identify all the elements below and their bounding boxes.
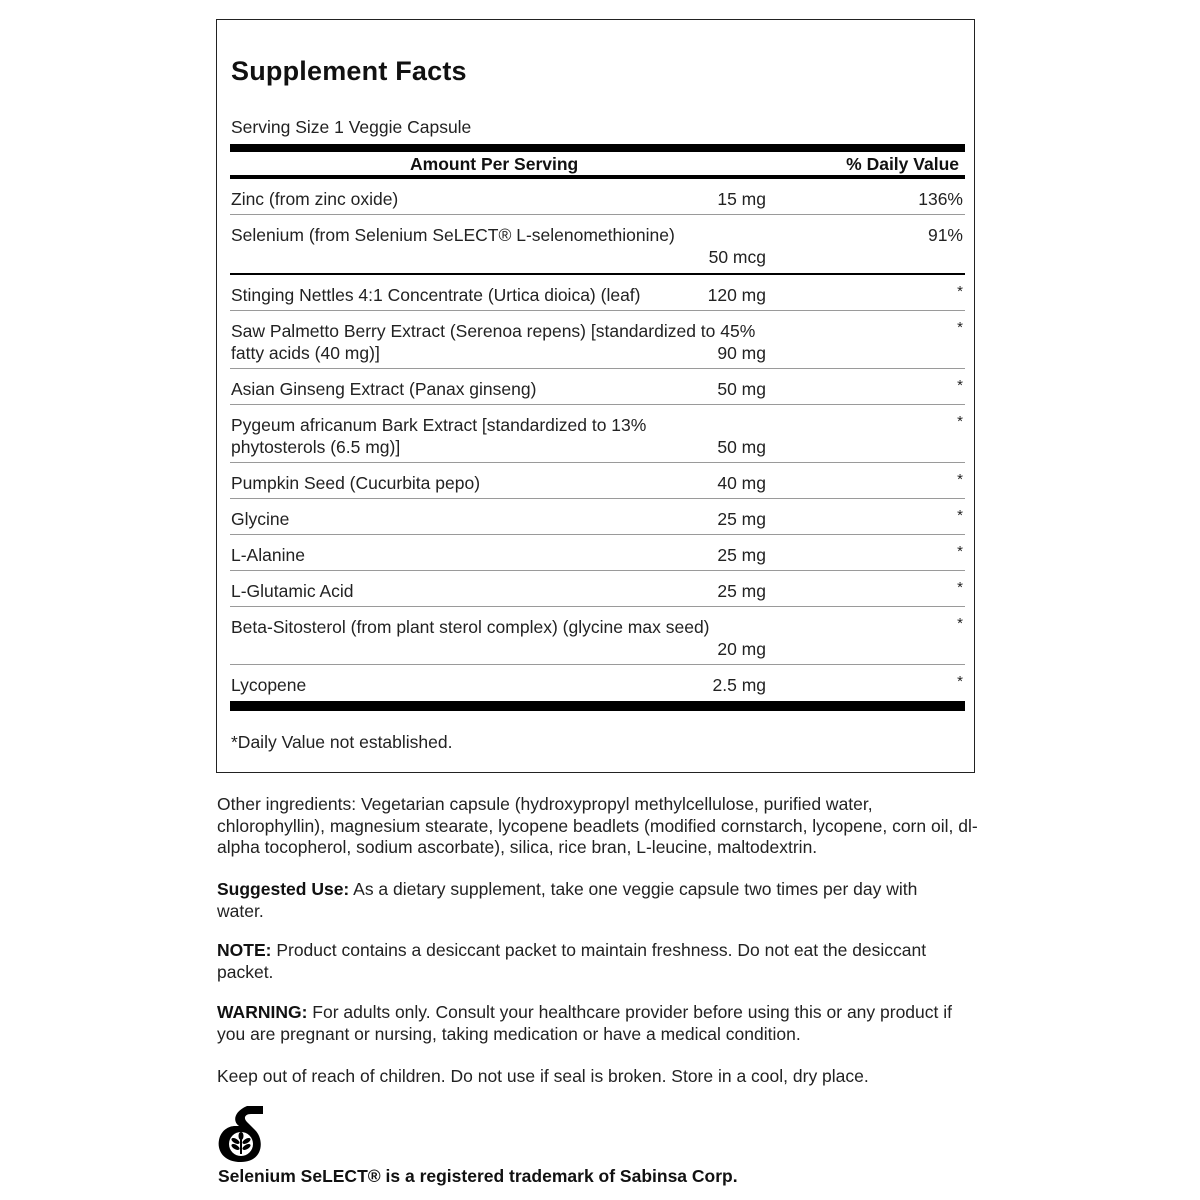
ingredient-name: L-Alanine: [231, 545, 305, 565]
ingredient-daily-value: *: [957, 283, 963, 300]
suggested-use-label: Suggested Use:: [217, 879, 350, 899]
daily-value-footnote: *Daily Value not established.: [231, 732, 453, 752]
ingredient-amount: 40 mg: [717, 473, 766, 493]
ingredient-row: [230, 499, 965, 535]
ingredient-daily-value: *: [957, 377, 963, 394]
ingredient-row: [230, 665, 965, 701]
nutrient-name: Selenium (from Selenium SeLECT® L-selenomethionine): [231, 225, 675, 245]
ingredient-name: Saw Palmetto Berry Extract (Serenoa repens) [standardized to 45% fatty acids (40 mg)]: [231, 321, 756, 363]
selenium-select-leaf-logo-icon: [217, 1104, 265, 1164]
facts-table: [230, 144, 965, 711]
nutrient-row: [230, 179, 965, 215]
ingredient-row: [230, 571, 965, 607]
ingredient-row: [230, 607, 965, 665]
note: [217, 940, 927, 983]
ingredient-row: [230, 369, 965, 405]
storage-instructions: Keep out of reach of children. Do not use if seal is broken. Store in a cool, dry place.: [217, 1066, 869, 1086]
ingredient-daily-value: *: [957, 579, 963, 596]
suggested-use-text: As a dietary supplement, take one veggie capsule two times per day with water.: [217, 879, 918, 921]
supplement-facts-panel: [216, 19, 975, 773]
ingredient-daily-value: *: [957, 319, 963, 336]
other-ingredients: Other ingredients: Vegetarian capsule (hydroxypropyl methylcellulose, purified water, chlorophyllin), magnesium stearate, lycopene beadlets (modified cornstarch, lycopene, corn oil, dl-alpha tocopherol, sodium ascorbate), silica, rice bran, L-leucine, maltodextrin.: [217, 794, 978, 857]
ingredient-daily-value: *: [957, 413, 963, 430]
table-header: [230, 152, 965, 175]
trademark-notice: Selenium SeLECT® is a registered trademark of Sabinsa Corp.: [218, 1166, 738, 1186]
ingredient-name: Pumpkin Seed (Cucurbita pepo): [231, 473, 481, 493]
nutrient-amount: 50 mcg: [708, 247, 766, 267]
ingredient-row: [230, 311, 965, 369]
serving-size: Serving Size 1 Veggie Capsule: [231, 117, 472, 137]
ingredient-amount: 50 mg: [717, 379, 766, 399]
ingredient-amount: 120 mg: [707, 285, 766, 305]
note-text: Product contains a desiccant packet to maintain freshness. Do not eat the desiccant packet.: [217, 940, 927, 982]
ingredient-name: Asian Ginseng Extract (Panax ginseng): [231, 379, 537, 399]
amount-per-serving-header: Amount Per Serving: [410, 154, 579, 174]
ingredient-daily-value: *: [957, 673, 963, 690]
ingredient-name: Stinging Nettles 4:1 Concentrate (Urtica dioica) (leaf): [231, 285, 641, 305]
ingredient-name: Glycine: [231, 509, 290, 529]
nutrient-row: [230, 215, 965, 273]
ingredient-row: [230, 405, 965, 463]
divider-heavy: [230, 701, 965, 711]
ingredient-amount: 25 mg: [717, 581, 766, 601]
ingredient-daily-value: *: [957, 615, 963, 632]
ingredient-amount: 25 mg: [717, 509, 766, 529]
nutrient-daily-value: 91%: [927, 225, 963, 245]
ingredient-amount: 20 mg: [717, 639, 766, 659]
warning-text: For adults only. Consult your healthcare provider before using this or any product if you are pregnant or nursing, taking medication or have a medical condition.: [217, 1002, 953, 1044]
ingredient-amount: 90 mg: [717, 343, 766, 363]
suggested-use: [217, 879, 962, 922]
ingredient-amount: 50 mg: [717, 437, 766, 457]
ingredient-daily-value: *: [957, 507, 963, 524]
ingredient-amount: 25 mg: [717, 545, 766, 565]
warning-label: WARNING:: [217, 1002, 308, 1022]
ingredient-daily-value: *: [957, 543, 963, 560]
daily-value-header: % Daily Value: [846, 154, 959, 174]
ingredient-name: L-Glutamic Acid: [231, 581, 354, 601]
ingredient-daily-value: *: [957, 471, 963, 488]
warning: [217, 1002, 962, 1045]
ingredient-row: [230, 275, 965, 311]
divider-thick: [230, 144, 965, 152]
ingredient-name: Lycopene: [231, 675, 307, 695]
note-label: NOTE:: [217, 940, 272, 960]
panel-title: Supplement Facts: [231, 56, 467, 86]
ingredient-row: [230, 535, 965, 571]
ingredient-amount: 2.5 mg: [712, 675, 766, 695]
ingredient-name: Beta-Sitosterol (from plant sterol complex) (glycine max seed): [231, 617, 710, 637]
nutrient-daily-value: 136%: [918, 189, 963, 209]
nutrient-amount: 15 mg: [717, 189, 766, 209]
nutrient-name: Zinc (from zinc oxide): [231, 189, 399, 209]
ingredient-row: [230, 463, 965, 499]
ingredient-name: Pygeum africanum Bark Extract [standardized to 13% phytosterols (6.5 mg)]: [231, 415, 647, 457]
